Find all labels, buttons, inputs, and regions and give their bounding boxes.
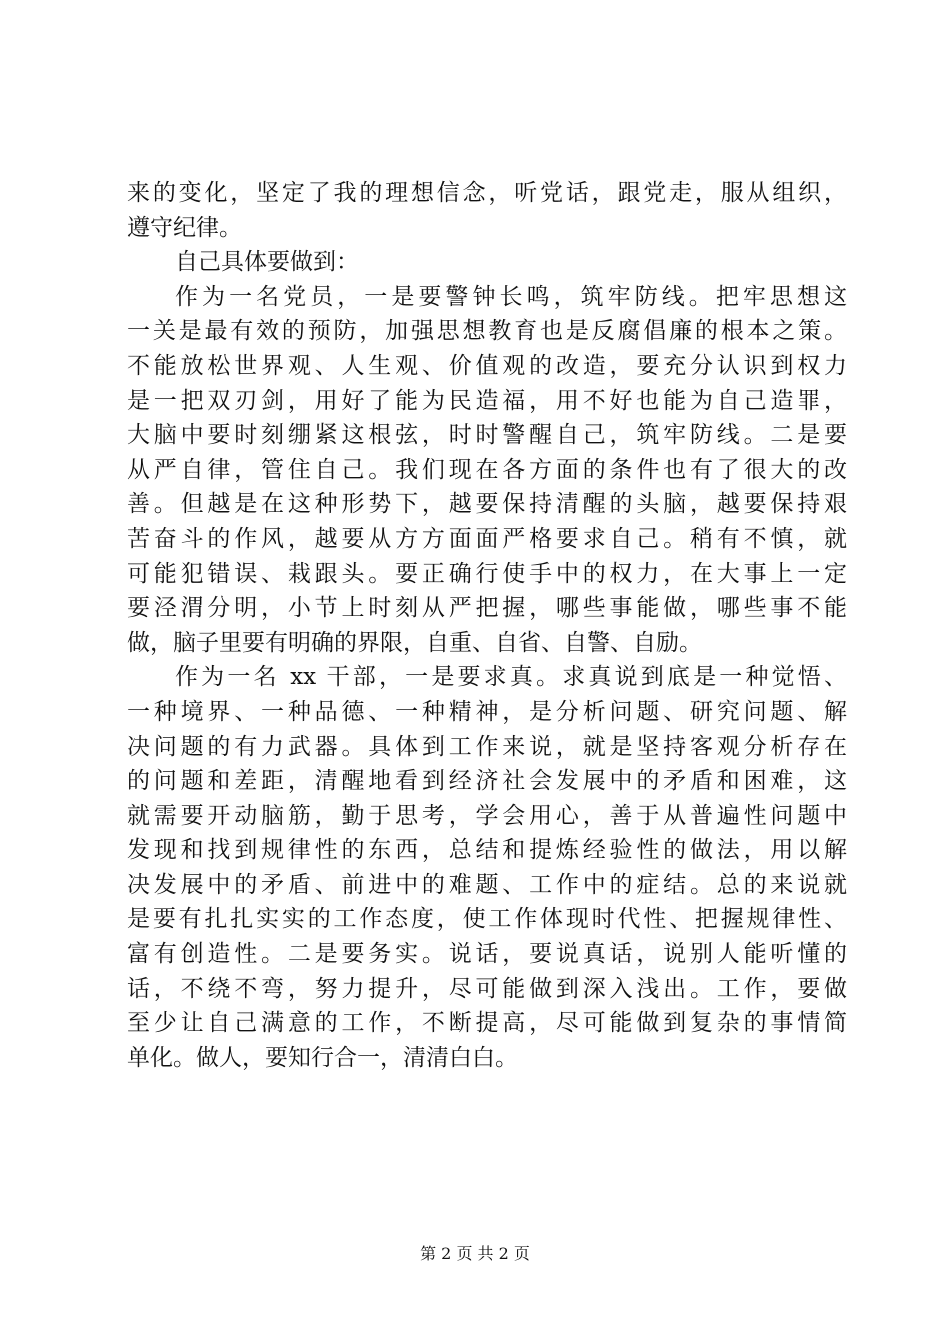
text-line: 遵守纪律。 bbox=[127, 214, 242, 241]
text-line: 大脑中要时刻绷紧这根弦，时时警醒自己，筑牢防线。二是要 bbox=[127, 422, 847, 449]
text-line: 一种境界、一种品德、一种精神，是分析问题、研究问题、解 bbox=[127, 698, 847, 725]
text-line: 要泾渭分明，小节上时刻从严把握，哪些事能做，哪些事不能 bbox=[127, 595, 847, 622]
text-line: 是一把双刃剑，用好了能为民造福，用不好也能为自己造罪， bbox=[127, 387, 847, 414]
text-line: 来的变化，坚定了我的理想信念，听党话，跟党走，服从组织， bbox=[127, 180, 847, 206]
text-line: 可能犯错误、栽跟头。要正确行使手中的权力，在大事上一定 bbox=[127, 560, 847, 587]
text-line: 至少让自己满意的工作，不断提高，尽可能做到复杂的事情简 bbox=[127, 1010, 847, 1037]
text-line: 决问题的有力武器。具体到工作来说，就是坚持客观分析存在 bbox=[127, 733, 847, 760]
paragraph-heading: 自己具体要做到： bbox=[175, 249, 359, 276]
text-line: 发现和找到规律性的东西，总结和提炼经验性的做法，用以解 bbox=[127, 837, 847, 864]
text-line: 作为一名 xx 干部，一是要求真。求真说到底是一种觉悟、 bbox=[175, 664, 847, 691]
page-number-footer: 第 2 页 共 2 页 bbox=[420, 1244, 530, 1263]
text-line: 一关是最有效的预防，加强思想教育也是反腐倡廉的根本之策。 bbox=[127, 318, 847, 345]
text-line: 从严自律，管住自己。我们现在各方面的条件也有了很大的改 bbox=[127, 456, 847, 483]
text-line: 是要有扎扎实实的工作态度，使工作体现时代性、把握规律性、 bbox=[127, 906, 847, 933]
text-line: 做，脑子里要有明确的界限，自重、自省、自警、自励。 bbox=[127, 629, 702, 656]
text-line: 决发展中的矛盾、前进中的难题、工作中的症结。总的来说就 bbox=[127, 871, 847, 898]
text-line: 善。但越是在这种形势下，越要保持清醒的头脑，越要保持艰 bbox=[127, 491, 847, 518]
text-line: 苦奋斗的作风，越要从方方面面严格要求自己。稍有不慎，就 bbox=[127, 525, 847, 552]
text-line: 的问题和差距，清醒地看到经济社会发展中的矛盾和困难，这 bbox=[127, 768, 847, 795]
text-line: 作为一名党员，一是要警钟长鸣，筑牢防线。把牢思想这 bbox=[175, 283, 847, 310]
text-line: 不能放松世界观、人生观、价值观的改造，要充分认识到权力 bbox=[127, 352, 847, 379]
text-line: 富有创造性。二是要务实。说话，要说真话，说别人能听懂的 bbox=[127, 941, 847, 968]
text-line: 话，不绕不弯，努力提升，尽可能做到深入浅出。工作，要做 bbox=[127, 975, 847, 1002]
document-body bbox=[127, 176, 847, 1075]
text-line: 就需要开动脑筋，勤于思考，学会用心，善于从普遍性问题中 bbox=[127, 802, 847, 829]
text-line: 单化。做人，要知行合一，清清白白。 bbox=[127, 1044, 518, 1071]
